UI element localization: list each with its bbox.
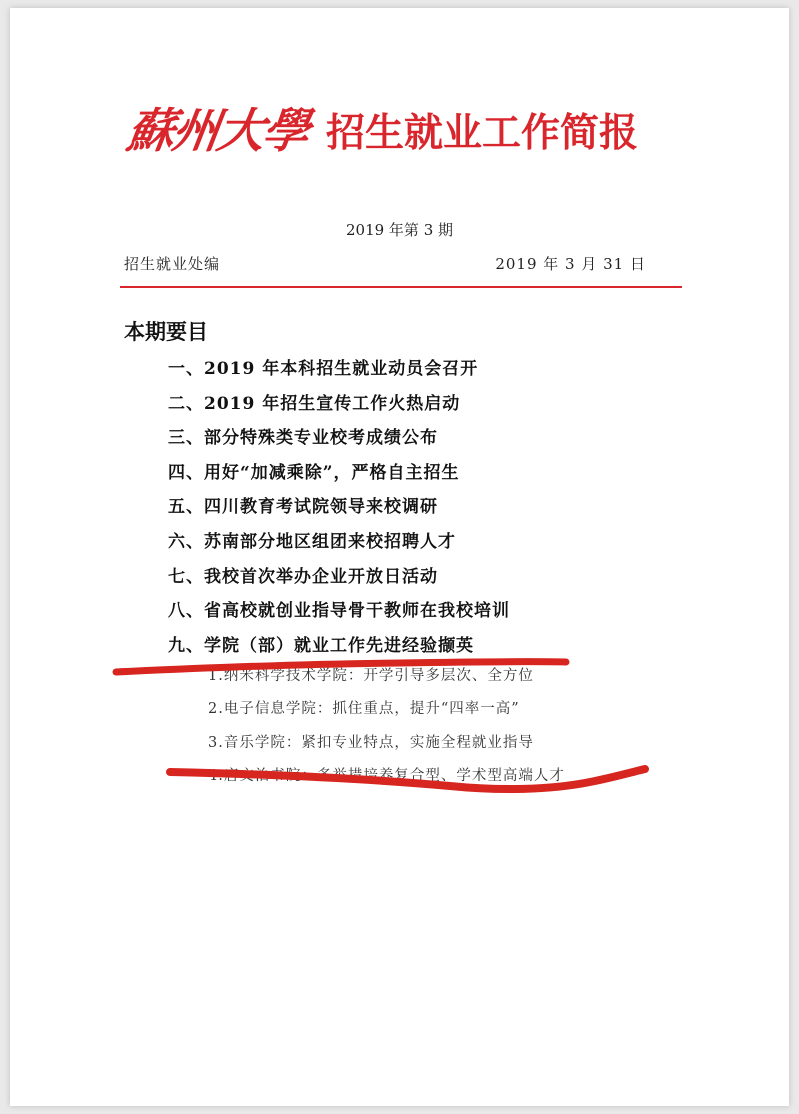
toc-item: 八、省高校就创业指导骨干教师在我校培训 (168, 601, 510, 622)
toc-item: 六、苏南部分地区组团来校招聘人才 (168, 531, 456, 552)
toc-item: 四、用好“加减乘除”，严格自主招生 (168, 462, 460, 483)
red-underline-stroke-1 (116, 662, 566, 672)
red-underline-stroke-2 (170, 769, 645, 789)
toc-heading: 本期要目 (124, 320, 208, 344)
toc-item: 九、学院（部）就业工作先进经验撷英 (168, 635, 474, 656)
toc-item: 三、部分特殊类专业校考成绩公布 (168, 428, 438, 449)
toc-subitem: 2.电子信息学院：抓住重点，提升“四率一高” (208, 701, 520, 718)
toc-item: 二、2019 年招生宣传工作火热启动 (168, 393, 461, 414)
university-logo: 蘇州大學 (123, 104, 312, 159)
bulletin-title: 招生就业工作简报 (326, 111, 639, 156)
toc-subitem: 4.唐文治书院：多举措培养复合型、学术型高端人才 (208, 767, 565, 784)
issue-number: 2019 年第 3 期 (345, 221, 454, 239)
toc-item: 五、四川教育考试院领导来校调研 (168, 497, 438, 518)
toc-subitem: 1.纳米科学技术学院：开学引导多层次、全方位 (208, 668, 534, 684)
toc-item: 七、我校首次举办企业开放日活动 (168, 566, 438, 587)
toc-subitem: 3.音乐学院：紧扣专业特点，实施全程就业指导 (208, 734, 534, 751)
toc-item: 一、2019 年本科招生就业动员会召开 (168, 359, 479, 379)
editor-line: 招生就业处编 (124, 255, 221, 273)
publish-date: 2019 年 3 月 31 日 (495, 255, 646, 273)
